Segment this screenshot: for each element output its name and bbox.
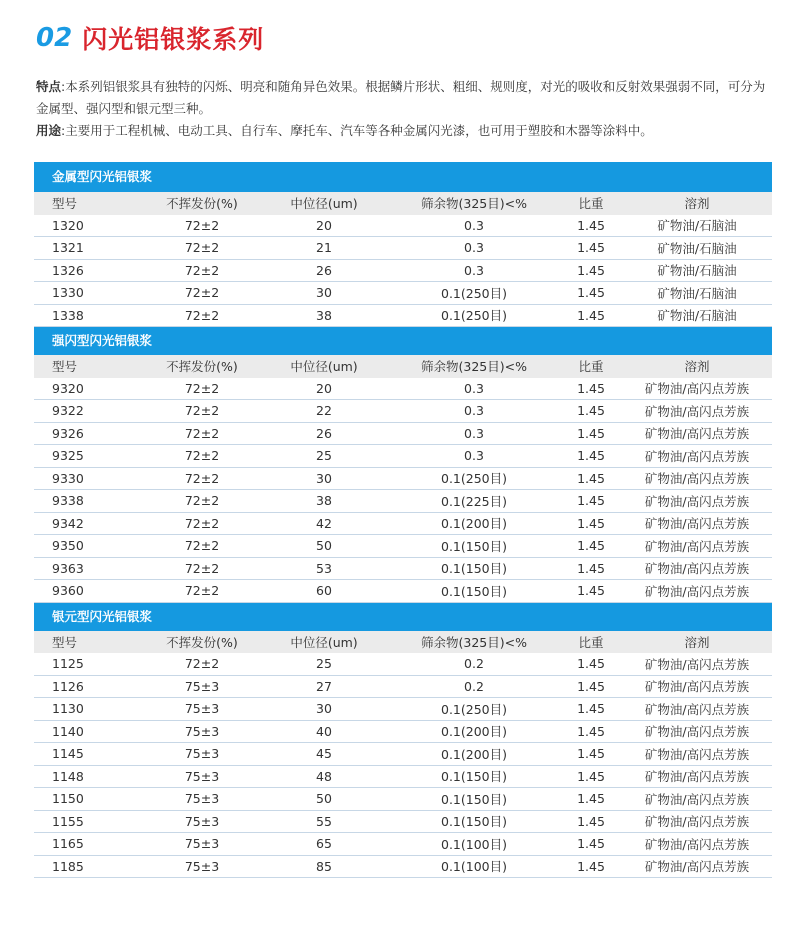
title-text: 闪光铝银浆系列 [82,25,265,54]
table-cell: 9326 [52,425,84,441]
table-cell: 45 [316,746,332,762]
column-header: 型号 [52,196,78,212]
table-cell: 1.45 [577,836,605,852]
table-cell: 0.1(150目) [441,791,507,807]
table-cell: 矿物油/石脑油 [657,285,737,301]
table-cell: 矿物油/高闪点芳族 [644,859,750,875]
table-cell: 1.45 [577,656,605,672]
table-cell: 72±2 [184,538,220,554]
table-cell: 矿物油/高闪点芳族 [644,538,750,554]
table-cell: 26 [316,425,332,441]
table-cell: 72±2 [184,307,220,323]
column-header: 筛余物(325目)<% [421,359,527,375]
table-cell: 75±3 [184,746,220,762]
table-row [34,676,772,699]
table-cell: 0.1(100目) [441,836,507,852]
table-cell: 55 [316,813,332,829]
table-cell: 1155 [52,813,84,829]
column-header: 比重 [578,196,604,212]
table-row [34,237,772,260]
table-cell: 25 [316,448,332,464]
table-cell: 矿物油/高闪点芳族 [644,769,750,785]
table-cell: 1.45 [577,538,605,554]
table-cell: 0.3 [464,217,484,233]
table-cell: 1.45 [577,858,605,874]
table-cell: 0.1(200目) [441,516,507,532]
table-cell: 21 [316,240,332,256]
table-cell: 0.1(250目) [441,471,507,487]
table-cell: 矿物油/高闪点芳族 [644,656,750,672]
table-cell: 1326 [52,262,84,278]
table-cell: 38 [316,493,332,509]
table-cell: 75±3 [184,678,220,694]
table-cell: 1.45 [577,813,605,829]
table-cell: 1338 [52,307,84,323]
table-cell: 72±2 [184,262,220,278]
table-cell: 72±2 [184,560,220,576]
table-cell: 85 [316,858,332,874]
table-cell: 9363 [52,560,84,576]
table-cell: 9320 [52,380,84,396]
table-cell: 1.45 [577,560,605,576]
table-cell: 75±3 [184,791,220,807]
table-row [34,580,772,603]
table-cell: 矿物油/高闪点芳族 [644,403,750,419]
table-cell: 1.45 [577,217,605,233]
table-cell: 矿物油/石脑油 [657,263,737,279]
table-cell: 20 [316,380,332,396]
table-cell: 72±2 [184,285,220,301]
product-tables [34,162,772,878]
table-row [34,653,772,676]
table-cell: 50 [316,791,332,807]
table-cell: 1.45 [577,583,605,599]
table-cell: 1.45 [577,746,605,762]
table-cell: 1320 [52,217,84,233]
table-cell: 矿物油/高闪点芳族 [644,493,750,509]
table-cell: 1.45 [577,403,605,419]
column-header: 溶剂 [684,634,710,650]
table-row [34,535,772,558]
table-cell: 0.1(200目) [441,724,507,740]
table-cell: 9330 [52,470,84,486]
table-row [34,513,772,536]
table-cell: 矿物油/石脑油 [657,218,737,234]
table-cell: 0.3 [464,380,484,396]
table-cell: 72±2 [184,403,220,419]
column-header: 比重 [578,634,604,650]
table-cell: 72±2 [184,448,220,464]
table-cell: 矿物油/高闪点芳族 [644,724,750,740]
table-row [34,811,772,834]
column-header: 中位径(um) [290,196,358,212]
table-row [34,856,772,879]
table-cell: 72±2 [184,240,220,256]
column-header: 中位径(um) [290,359,358,375]
table-cell: 75±3 [184,723,220,739]
table-cell: 矿物油/高闪点芳族 [644,583,750,599]
table-cell: 0.2 [464,678,484,694]
column-header: 溶剂 [684,359,710,375]
table-cell: 1.45 [577,425,605,441]
table-row [34,788,772,811]
column-header: 筛余物(325目)<% [421,634,527,650]
table-row [34,558,772,581]
table-cell: 9360 [52,583,84,599]
table-cell: 9342 [52,515,84,531]
table-cell: 1.45 [577,262,605,278]
usage-text: :主要用于工程机械、电动工具、自行车、摩托车、汽车等各种金属闪光漆，也可用于塑胶和木器等涂料中。 [61,123,653,138]
table-cell: 1145 [52,746,84,762]
table-cell: 1.45 [577,493,605,509]
table-row [34,468,772,491]
table-cell: 0.1(225目) [441,493,507,509]
table-row [34,721,772,744]
table-cell: 20 [316,217,332,233]
table-column-headers [34,355,772,378]
table-cell: 1185 [52,858,84,874]
column-header: 不挥发份(%) [166,196,238,212]
table-cell: 72±2 [184,515,220,531]
table-cell: 0.1(150目) [441,814,507,830]
table-cell: 9350 [52,538,84,554]
table-cell: 30 [316,470,332,486]
table-cell: 72±2 [184,583,220,599]
table-cell: 30 [316,701,332,717]
table-cell: 0.3 [464,448,484,464]
table-cell: 75±3 [184,813,220,829]
table-row [34,260,772,283]
table-cell: 72±2 [184,217,220,233]
table-cell: 25 [316,656,332,672]
table-cell: 矿物油/高闪点芳族 [644,426,750,442]
table-cell: 矿物油/高闪点芳族 [644,836,750,852]
section-header: 银元型闪光铝银浆 [34,603,772,631]
table-cell: 矿物油/高闪点芳族 [644,814,750,830]
table-cell: 72±2 [184,656,220,672]
table-cell: 60 [316,583,332,599]
table-cell: 矿物油/高闪点芳族 [644,701,750,717]
features-label: 特点 [36,79,62,94]
table-cell: 1.45 [577,470,605,486]
table-cell: 1.45 [577,791,605,807]
table-cell: 0.2 [464,656,484,672]
table-cell: 30 [316,285,332,301]
section-header: 金属型闪光铝银浆 [34,162,772,192]
section-header: 强闪型闪光铝银浆 [34,327,772,355]
table-cell: 矿物油/高闪点芳族 [644,381,750,397]
usage-paragraph [36,120,776,142]
table-cell: 0.1(150目) [441,561,507,577]
table-cell: 75±3 [184,858,220,874]
table-cell: 75±3 [184,836,220,852]
table-cell: 1.45 [577,380,605,396]
table-cell: 1130 [52,701,84,717]
table-cell: 1148 [52,768,84,784]
table-cell: 1165 [52,836,84,852]
table-row [34,423,772,446]
table-cell: 0.3 [464,403,484,419]
table-cell: 1.45 [577,240,605,256]
features-text: :本系列铝银浆具有独特的闪烁、明亮和随角异色效果。根据鳞片形状、粗细、规则度，对光的吸收和反射效果强弱不同，可分为金属型、强闪型和银元型三种。 [36,79,766,116]
table-cell: 1.45 [577,701,605,717]
table-cell: 1.45 [577,678,605,694]
column-header: 溶剂 [684,196,710,212]
table-cell: 0.1(150目) [441,583,507,599]
table-cell: 0.1(150目) [441,769,507,785]
table-cell: 1.45 [577,448,605,464]
table-cell: 65 [316,836,332,852]
table-cell: 1140 [52,723,84,739]
table-cell: 26 [316,262,332,278]
table-cell: 1125 [52,656,84,672]
table-cell: 1.45 [577,307,605,323]
table-cell: 0.3 [464,262,484,278]
table-cell: 0.1(250目) [441,308,507,324]
table-cell: 0.3 [464,240,484,256]
table-cell: 矿物油/高闪点芳族 [644,679,750,695]
section-number: 02 [36,23,73,53]
table-column-headers [34,192,772,215]
table-cell: 0.1(150目) [441,538,507,554]
usage-label: 用途 [36,123,62,138]
column-header: 不挥发份(%) [166,359,238,375]
table-row [34,378,772,401]
features-paragraph [36,76,776,120]
table-cell: 42 [316,515,332,531]
column-header: 筛余物(325目)<% [421,196,527,212]
column-header: 不挥发份(%) [166,634,238,650]
table-cell: 50 [316,538,332,554]
page-title [36,18,264,58]
column-header: 型号 [52,634,78,650]
table-cell: 矿物油/高闪点芳族 [644,746,750,762]
table-cell: 40 [316,723,332,739]
table-row [34,215,772,238]
table-cell: 1150 [52,791,84,807]
table-cell: 72±2 [184,470,220,486]
table-row [34,743,772,766]
table-cell: 矿物油/高闪点芳族 [644,471,750,487]
table-cell: 矿物油/石脑油 [657,308,737,324]
description [36,76,776,142]
table-row [34,698,772,721]
table-row [34,282,772,305]
table-cell: 38 [316,307,332,323]
table-cell: 75±3 [184,701,220,717]
table-row [34,400,772,423]
table-row [34,766,772,789]
table-cell: 1126 [52,678,84,694]
table-cell: 1.45 [577,723,605,739]
table-cell: 22 [316,403,332,419]
table-cell: 矿物油/石脑油 [657,240,737,256]
table-cell: 0.1(250目) [441,701,507,717]
table-cell: 0.3 [464,425,484,441]
table-cell: 1.45 [577,768,605,784]
table-cell: 1.45 [577,515,605,531]
table-cell: 1330 [52,285,84,301]
table-row [34,445,772,468]
table-cell: 0.1(250目) [441,285,507,301]
table-cell: 9338 [52,493,84,509]
table-cell: 9325 [52,448,84,464]
table-cell: 9322 [52,403,84,419]
column-header: 中位径(um) [290,634,358,650]
table-cell: 矿物油/高闪点芳族 [644,516,750,532]
table-cell: 0.1(200目) [441,746,507,762]
table-cell: 1321 [52,240,84,256]
table-cell: 矿物油/高闪点芳族 [644,561,750,577]
table-cell: 27 [316,678,332,694]
column-header: 比重 [578,359,604,375]
table-cell: 1.45 [577,285,605,301]
table-cell: 53 [316,560,332,576]
table-cell: 75±3 [184,768,220,784]
table-cell: 72±2 [184,493,220,509]
column-header: 型号 [52,359,78,375]
table-cell: 0.1(100目) [441,859,507,875]
table-row [34,305,772,328]
table-cell: 72±2 [184,380,220,396]
table-cell: 72±2 [184,425,220,441]
table-row [34,833,772,856]
table-cell: 48 [316,768,332,784]
table-column-headers [34,631,772,654]
table-cell: 矿物油/高闪点芳族 [644,791,750,807]
table-row [34,490,772,513]
table-cell: 矿物油/高闪点芳族 [644,448,750,464]
